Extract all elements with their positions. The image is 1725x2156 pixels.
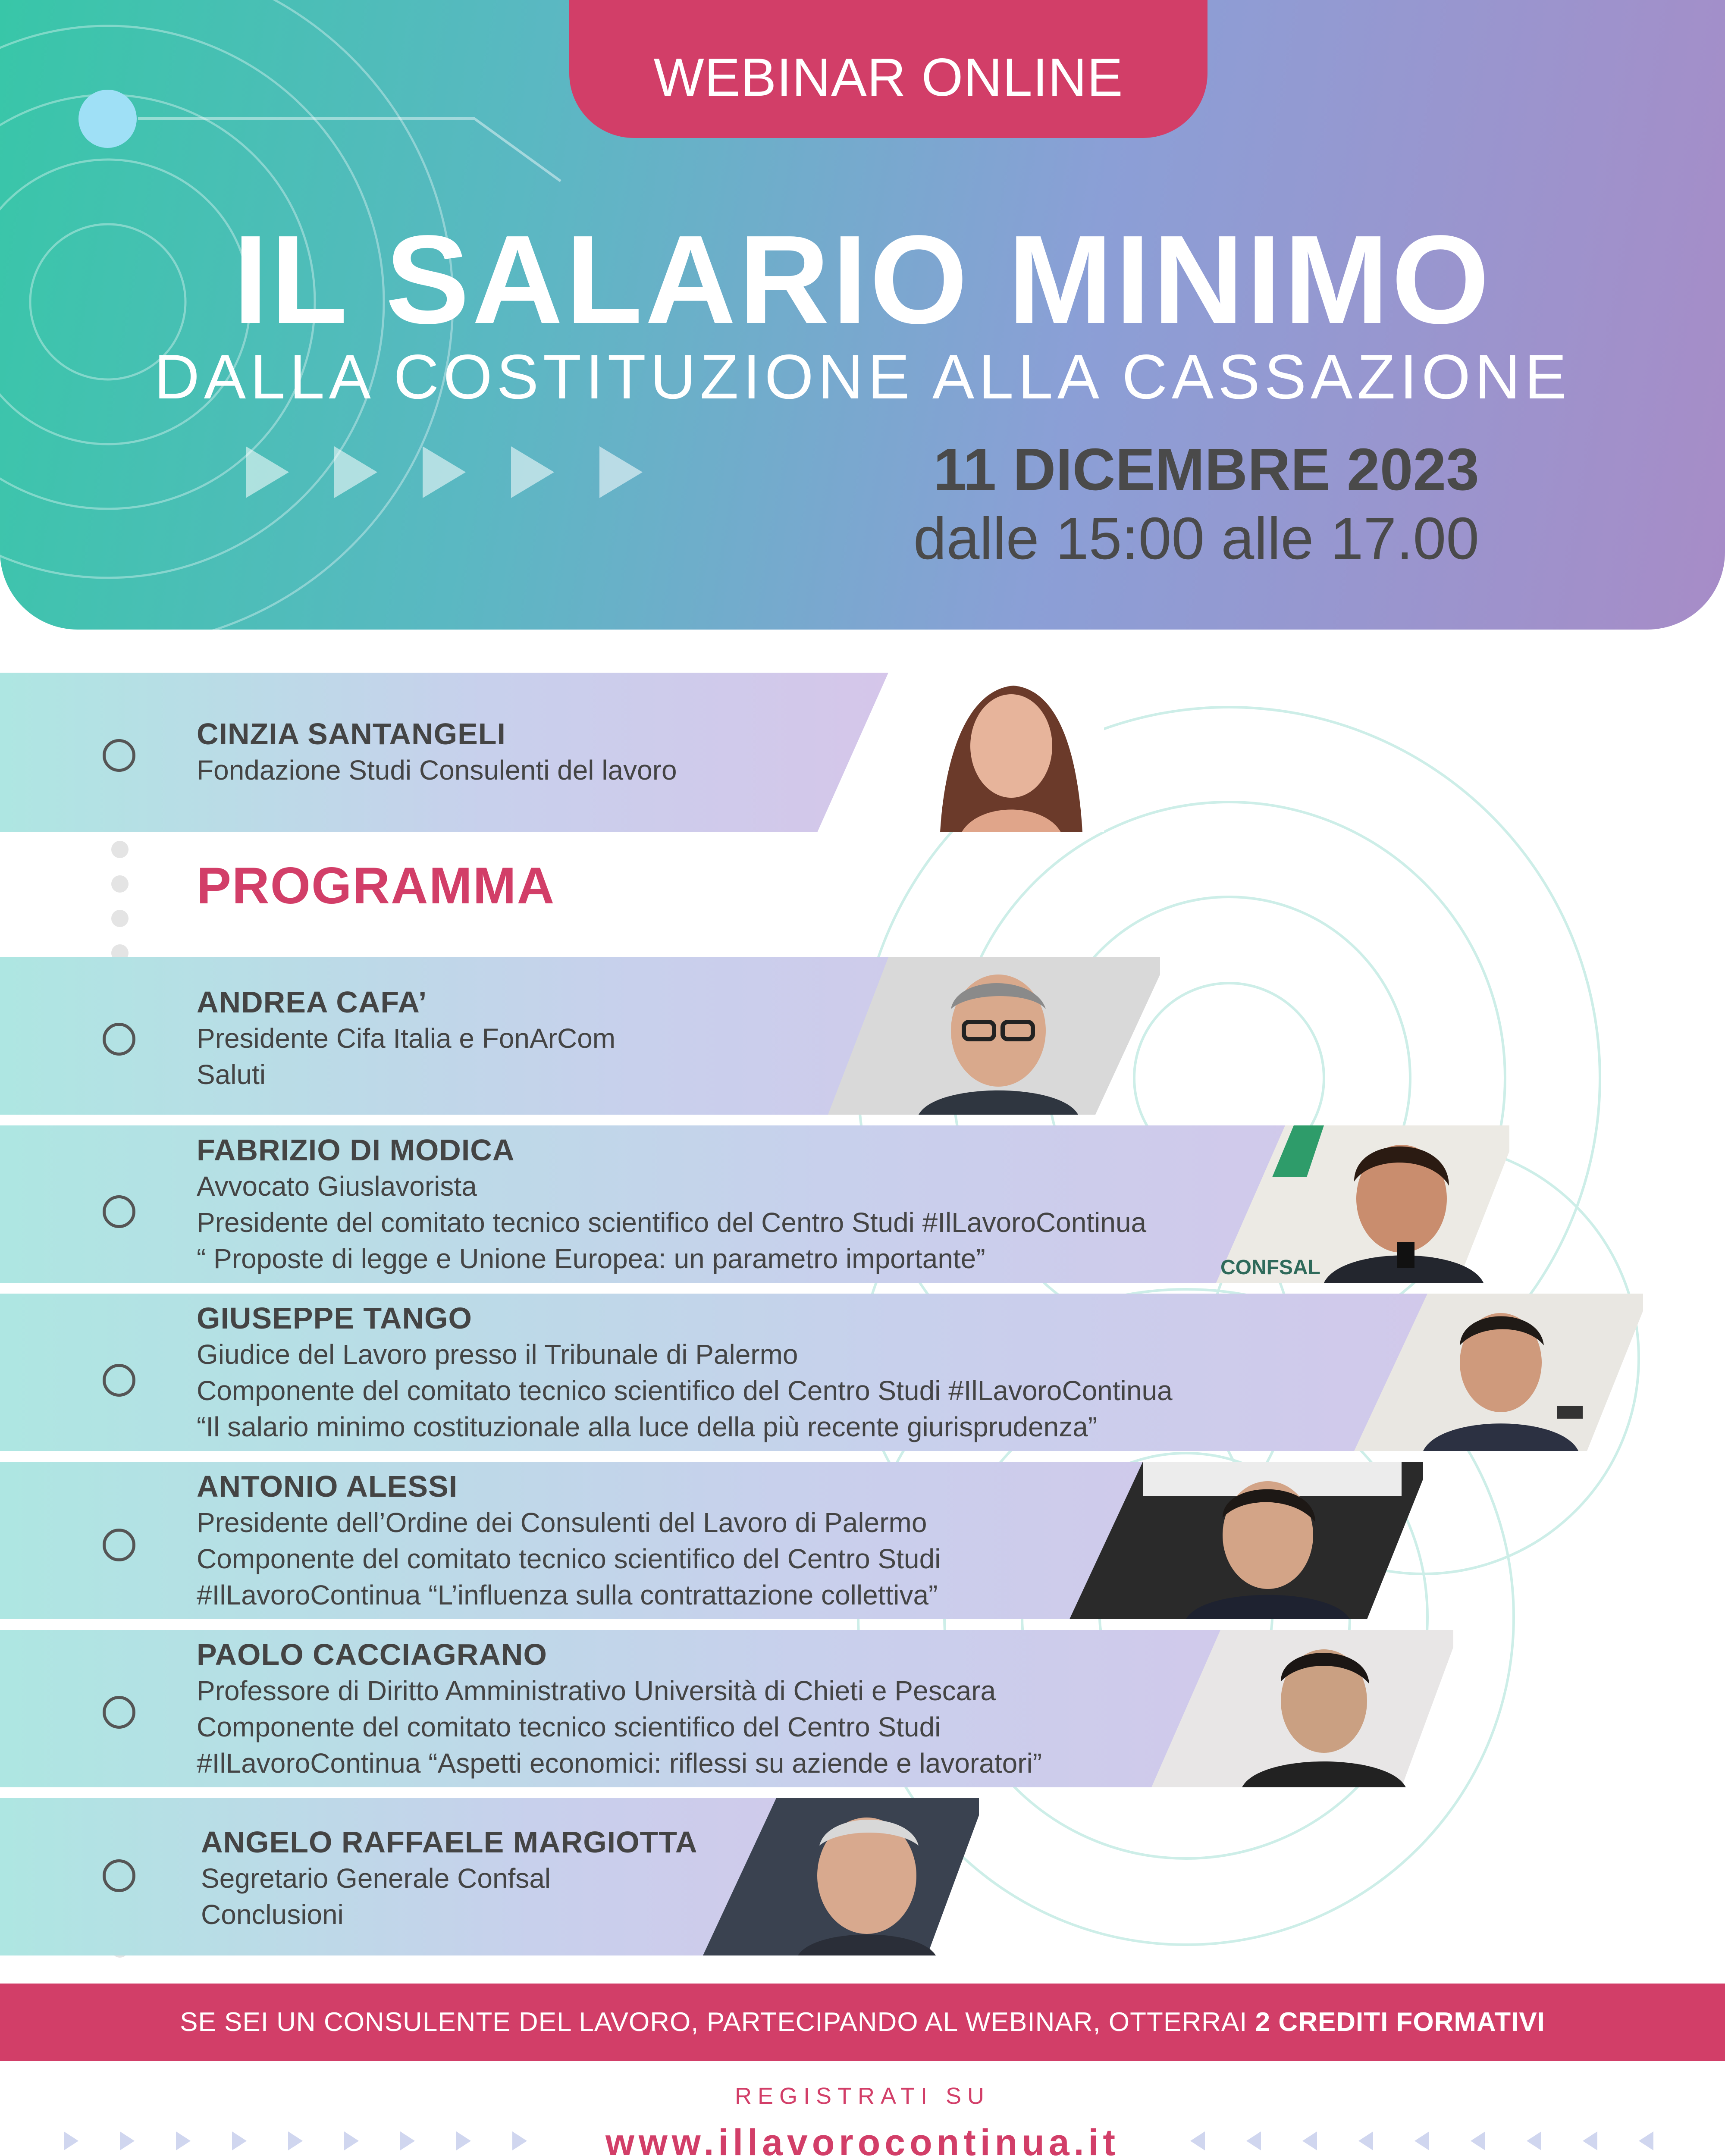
pill-dot-decoration	[78, 90, 137, 148]
webinar-badge: WEBINAR ONLINE	[569, 0, 1208, 138]
timeline-ring	[103, 1529, 135, 1561]
speaker-line: Presidente del comitato tecnico scientifico del Centro Studi #IlLavoroContinua	[197, 1207, 1147, 1238]
speaker-text	[201, 1824, 697, 1933]
moderator-text	[197, 716, 677, 788]
arrow-icon	[176, 2131, 191, 2150]
arrow-icon	[1414, 2131, 1429, 2150]
speaker-photo	[1070, 1462, 1423, 1619]
programma-heading: PROGRAMMA	[197, 857, 555, 915]
speaker-name: PAOLO CACCIAGRANO	[197, 1638, 547, 1671]
speaker-line: “Il salario minimo costituzionale alla luce della più recente giurisprudenza”	[197, 1411, 1098, 1442]
speaker-line: Componente del comitato tecnico scientifico del Centro Studi #IlLavoroContinua	[197, 1375, 1173, 1406]
credits-banner	[0, 1984, 1725, 2061]
event-date: 11 DICEMBRE 2023	[933, 436, 1479, 503]
speaker-photo	[1151, 1630, 1453, 1787]
timeline-dot	[111, 875, 129, 893]
timeline-dot	[111, 910, 129, 927]
arrow-icon	[1583, 2131, 1597, 2150]
speaker-name: ANDREA CAFA’	[197, 985, 427, 1019]
arrow-icon	[334, 446, 377, 498]
speaker-line: Giudice del Lavoro presso il Tribunale di Palermo	[197, 1339, 798, 1370]
arrow-icon	[1190, 2131, 1205, 2150]
speaker-name: ANTONIO ALESSI	[197, 1470, 458, 1503]
speaker-text	[197, 984, 615, 1093]
moderator-name: CINZIA SANTANGELI	[197, 717, 506, 751]
page-subtitle: DALLA COSTITUZIONE ALLA CASSAZIONE	[154, 342, 1571, 412]
speaker-text	[197, 1300, 1173, 1445]
event-time: dalle 15:00 alle 17.00	[913, 505, 1479, 572]
arrow-icon	[120, 2131, 135, 2150]
arrow-icon	[288, 2131, 303, 2150]
speaker-name: GIUSEPPE TANGO	[197, 1301, 472, 1335]
speaker-line: Presidente dell’Ordine dei Consulenti del Lavoro di Palermo	[197, 1507, 927, 1538]
timeline-ring	[103, 1696, 135, 1729]
arrow-icon	[400, 2131, 415, 2150]
arrow-icon	[599, 446, 643, 498]
timeline-ring	[103, 1364, 135, 1397]
speaker-text	[197, 1132, 1146, 1277]
arrow-icon	[1302, 2131, 1317, 2150]
speaker-photo	[828, 957, 1160, 1115]
photo-caption: CONFSAL	[1220, 1256, 1320, 1279]
speaker-line: #IlLavoroContinua “Aspetti economici: riflessi su aziende e lavoratori”	[197, 1748, 1042, 1779]
moderator-role: Fondazione Studi Consulenti del lavoro	[197, 755, 677, 786]
arrow-icon	[512, 2131, 527, 2150]
speaker-line: Componente del comitato tecnico scientifico del Centro Studi	[197, 1711, 941, 1742]
arrow-icon	[344, 2131, 359, 2150]
arrow-icon	[1358, 2131, 1373, 2150]
speaker-line: Conclusioni	[201, 1899, 344, 1930]
arrow-icon	[511, 446, 554, 498]
speaker-name: FABRIZIO DI MODICA	[197, 1133, 515, 1167]
speaker-photo	[703, 1798, 979, 1955]
arrow-icon	[1639, 2131, 1653, 2150]
arrow-icon	[246, 446, 289, 498]
speaker-photo	[1354, 1294, 1643, 1451]
speaker-line: Saluti	[197, 1059, 266, 1090]
timeline-ring	[103, 1859, 135, 1892]
speaker-line: #IlLavoroContinua “L’influenza sulla contrattazione collettiva”	[197, 1579, 938, 1611]
arrow-icon	[64, 2131, 78, 2150]
page-title: IL SALARIO MINIMO	[233, 209, 1492, 350]
speaker-name: ANGELO RAFFAELE MARGIOTTA	[201, 1825, 698, 1859]
arrow-icon	[1246, 2131, 1261, 2150]
register-label: REGISTRATI SU	[734, 2083, 991, 2109]
timeline-dot	[111, 841, 129, 858]
arrow-icon	[232, 2131, 247, 2150]
credits-highlight: 2 CREDITI FORMATIVI	[1255, 2007, 1545, 2037]
moderator-photo	[914, 673, 1104, 832]
speaker-line: Segretario Generale Confsal	[201, 1863, 551, 1894]
arrow-icon	[456, 2131, 471, 2150]
timeline-ring	[103, 1195, 135, 1228]
website-link[interactable]: www.illavorocontinua.it	[605, 2122, 1120, 2156]
speaker-photo	[1216, 1125, 1509, 1283]
timeline-ring	[103, 1023, 135, 1056]
speaker-line: Componente del comitato tecnico scientifico del Centro Studi	[197, 1543, 941, 1574]
speaker-text	[197, 1468, 941, 1613]
speaker-line: Professore di Diritto Amministrativo Università di Chieti e Pescara	[197, 1675, 996, 1706]
speaker-line: “ Proposte di legge e Unione Europea: un parametro importante”	[197, 1243, 985, 1274]
timeline-ring	[103, 739, 135, 772]
arrow-icon	[423, 446, 466, 498]
speaker-line: Avvocato Giuslavorista	[197, 1171, 477, 1202]
arrow-icon	[1527, 2131, 1541, 2150]
speaker-line: Presidente Cifa Italia e FonArCom	[197, 1023, 616, 1054]
credits-text: SE SEI UN CONSULENTE DEL LAVORO, PARTECIPANDO AL WEBINAR, OTTERRAI	[180, 2007, 1255, 2037]
speaker-text	[197, 1636, 1042, 1781]
arrow-icon	[1471, 2131, 1485, 2150]
